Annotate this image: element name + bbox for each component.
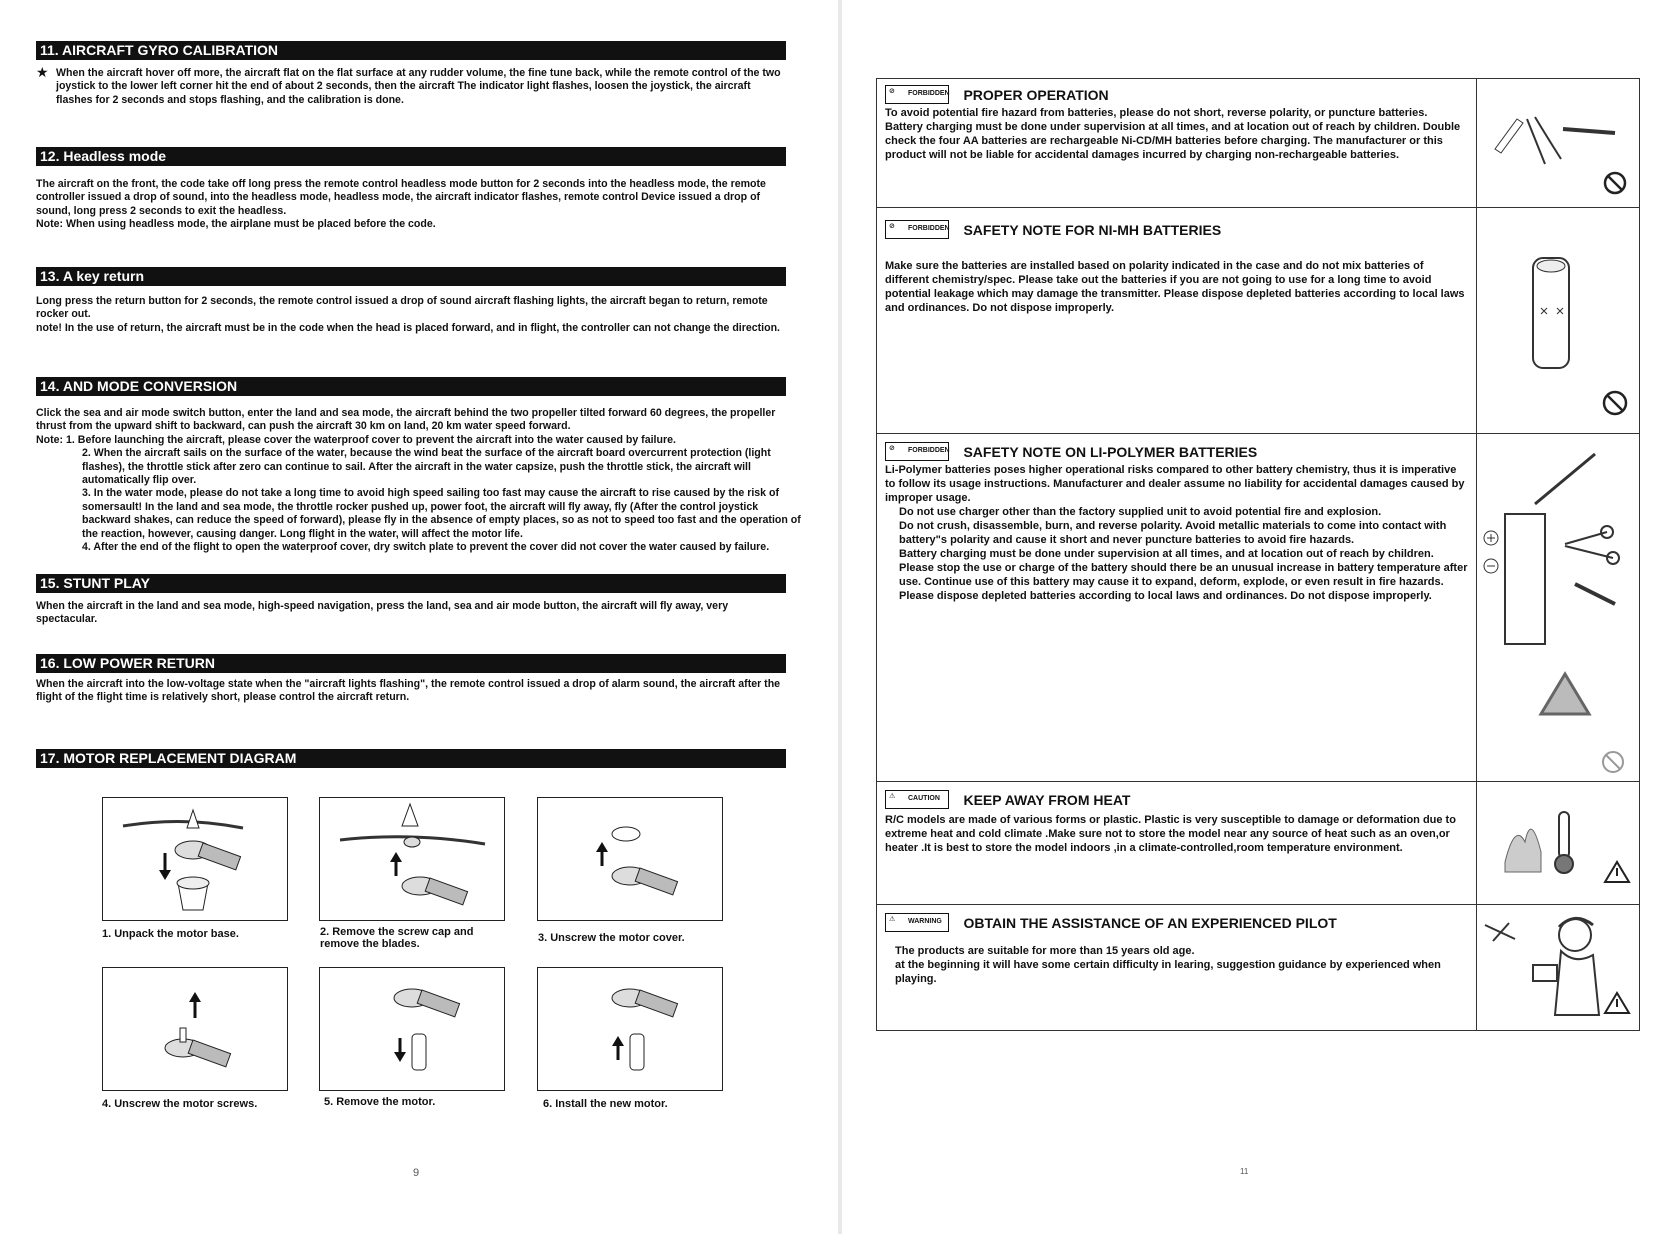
section-11-heading: 11. AIRCRAFT GYRO CALIBRATION [36,41,786,60]
page-number: 9 [413,1167,420,1179]
warning-triangle-icon: ⚠ [889,793,896,800]
motor-step-1-caption: 1. Unpack the motor base. [102,928,239,940]
warning-row-proper-operation [877,79,1639,208]
section-12-text: The aircraft on the front, the code take off long press the remote control headless mode button for 2 seconds into the headless mode, the remote controller issued a drop of sound, into the headless mode, headless mode, the aircraft indicator flashes, remote control Device issued a drop of sound, long press 2 seconds to exit the headless. Note: When using headless mode, the airplane must be placed before the code. [36,178,766,231]
motor-step-4-caption: 4. Unscrew the motor screws. [102,1098,258,1110]
leaking-battery-illustration [1475,208,1639,433]
lipo-hazard-illustration [1475,434,1639,781]
warning-body: The products are suitable for more than 15 years old age. at the beginning it will have some certain difficulty in learing, suggestion guidance by experienced when playing. [895,945,1441,985]
page-number: 11 [1240,1167,1249,1176]
warning-title: SAFETY NOTE FOR NI-MH BATTERIES [963,221,1222,238]
motor-step-5-figure [319,967,505,1091]
motor-step-1-figure [102,797,288,921]
warning-body: To avoid potential fire hazard from batteries, please do not short, reverse polarity, or puncture batteries. Battery charging must be done under supervision at all times, and at location out of reach by children. Double check the four AA batteries are rechargeable Ni-CD/MH batteries before charging. The manufacturer or this product will not be liable for accidental damages incurred by charging non-rechargeable batteries. [885,107,1461,161]
warning-row-keep-away-heat [877,782,1639,905]
star-icon: ★ [36,64,49,80]
forbidden-badge: ⊘ FORBIDDEN [885,442,949,461]
section-14-text: Click the sea and air mode switch button, enter the land and sea mode, the aircraft behind the two propeller tilted forward 60 degrees, the propeller thrust from the upward shift to backward, can push the aircraft 30 km on land, 20 km water speed forward. Note: 1. Before launching the aircraft, please cover the waterproof cover to prevent the aircraft into the water caused by failure. 2. When the aircraft sails on the surface of the water, because the wind beat the surface of the aircraft board overcurrent protection (light flashes), the throttle stick after zero can continue to sail. After the aircraft in the water capsize, push the throttle stick, the aircraft will automatically flip over. 3. In the water mode, please do not take a long time to avoid high speed sailing too fast may cause the aircraft to rise caused by the risk of somersault! In the land and sea mode, the throttle rocker pushed up, power foot, the aircraft will fly away, fly (After the control joystick backward shakes, can reduce the speed of forward), please fly in the absence of empty places, so as not to speed too fast and the operation of the reaction, however, causing danger. Long flight in the water, will affect the motor life. 4. After the end of the flight to open the waterproof cover, dry switch plate to prevent the cover did not cover the water caused by failure. [36,407,801,554]
motor-step-6-figure [537,967,723,1091]
warning-title: OBTAIN THE ASSISTANCE OF AN EXPERIENCED PILOT [963,914,1337,931]
section-15-text: When the aircraft in the land and sea mode, high-speed navigation, press the land, sea and air mode button, the aircraft will fly away, very spectacular. [36,600,729,626]
section-13-heading: 13. A key return [36,267,786,286]
left-page [0,0,838,1234]
warning-table [876,78,1640,1031]
no-symbol-icon: ⊘ [889,223,895,230]
caution-badge: ⚠ CAUTION [885,790,949,809]
section-12-heading: 12. Headless mode [36,147,786,166]
pilot-illustration [1475,905,1639,1030]
section-17-heading: 17. MOTOR REPLACEMENT DIAGRAM [36,749,786,768]
section-11-text: When the aircraft hover off more, the aircraft flat on the flat surface at any rudder volume, the fine tune back, while the remote control of the two joystick to the lower left corner hit the end of about 2 seconds, then the aircraft The indicator light flashes, loosen the joystick, the aircraft flashes for 2 seconds and stops flashing, and the calibration is done. [56,67,781,106]
right-page [842,0,1678,1234]
motor-step-3-figure [537,797,723,921]
section-14-heading: 14. AND MODE CONVERSION [36,377,786,396]
warning-body: Li-Polymer batteries poses higher operational risks compared to other battery chemistry, thus it is imperative to follow its usage instructions. Manufacturer and dealer assume no liability for accidental damages caused by improper usage. Do not use charger other than the factory supplied unit to avoid potential fire and explosion. Do not crush, disassemble, burn, and reverse polarity. Avoid metallic materials to come into contact with battery"s polarity and cause it short and never puncture batteries to avoid fire hazards. Battery charging must be done under supervision at all times, and at location out of reach by children. Please stop the use or charge of the battery should there be an unusual increase in battery temperature after use. Continue use of this battery may cause it to expand, deform, explode, or even result in fire hazards. Please dispose depleted batteries according to local laws and ordinances. Do not dispose improperly. [885,464,1468,602]
warning-title: KEEP AWAY FROM HEAT [963,791,1131,808]
warning-title: SAFETY NOTE ON LI-POLYMER BATTERIES [963,443,1258,460]
no-symbol-icon: ⊘ [889,445,895,452]
warning-triangle-icon: ⚠ [889,916,896,923]
warning-row-lipo-batteries [877,434,1639,782]
no-symbol-icon: ⊘ [889,88,895,95]
forbidden-badge: ⊘ FORBIDDEN [885,220,949,239]
tools-illustration [1475,79,1639,207]
warning-body: Make sure the batteries are installed based on polarity indicated in the case and do not mix batteries of different chemistry/spec. Please take out the batteries if you are not going to use for a long time to avoid potential leakage which may damage the transmitter. Please dispose depleted batteries according to local laws and ordinances. Do not dispose improperly. [885,260,1465,314]
motor-step-3-caption: 3. Unscrew the motor cover. [538,932,685,944]
warning-badge: ⚠ WARNING [885,913,949,932]
heat-illustration [1475,782,1639,904]
section-15-heading: 15. STUNT PLAY [36,574,786,593]
motor-step-5-caption: 5. Remove the motor. [324,1096,436,1108]
section-13-text: Long press the return button for 2 seconds, the remote control issued a drop of sound aircraft flashing lights, the aircraft began to return, remote rocker out. note! In the use of return, the aircraft must be in the code when the head is placed forward, and in flight, the controller can not change the direction. [36,295,781,334]
warning-row-experienced-pilot [877,905,1639,1030]
warning-title: PROPER OPERATION [963,86,1109,103]
warning-row-nimh-batteries [877,208,1639,434]
motor-step-2-caption: 2. Remove the screw cap and remove the blades. [320,926,474,950]
motor-step-4-figure [102,967,288,1091]
warning-body: R/C models are made of various forms or plastic. Plastic is very susceptible to damage or deformation due to extreme heat and cold climate .Make sure not to store the model near any source of heat such as an oven,or heater .It is best to store the model indoors ,in a climate-controlled,room temperature environment. [885,814,1456,854]
section-16-heading: 16. LOW POWER RETURN [36,654,786,673]
forbidden-badge: ⊘ FORBIDDEN [885,85,949,104]
section-16-text: When the aircraft into the low-voltage state when the "aircraft lights flashing", the remote control issued a drop of alarm sound, the aircraft after the flight of the flight time is relatively short, please control the aircraft return. [36,678,781,704]
motor-step-2-figure [319,797,505,921]
motor-step-6-caption: 6. Install the new motor. [543,1098,668,1110]
